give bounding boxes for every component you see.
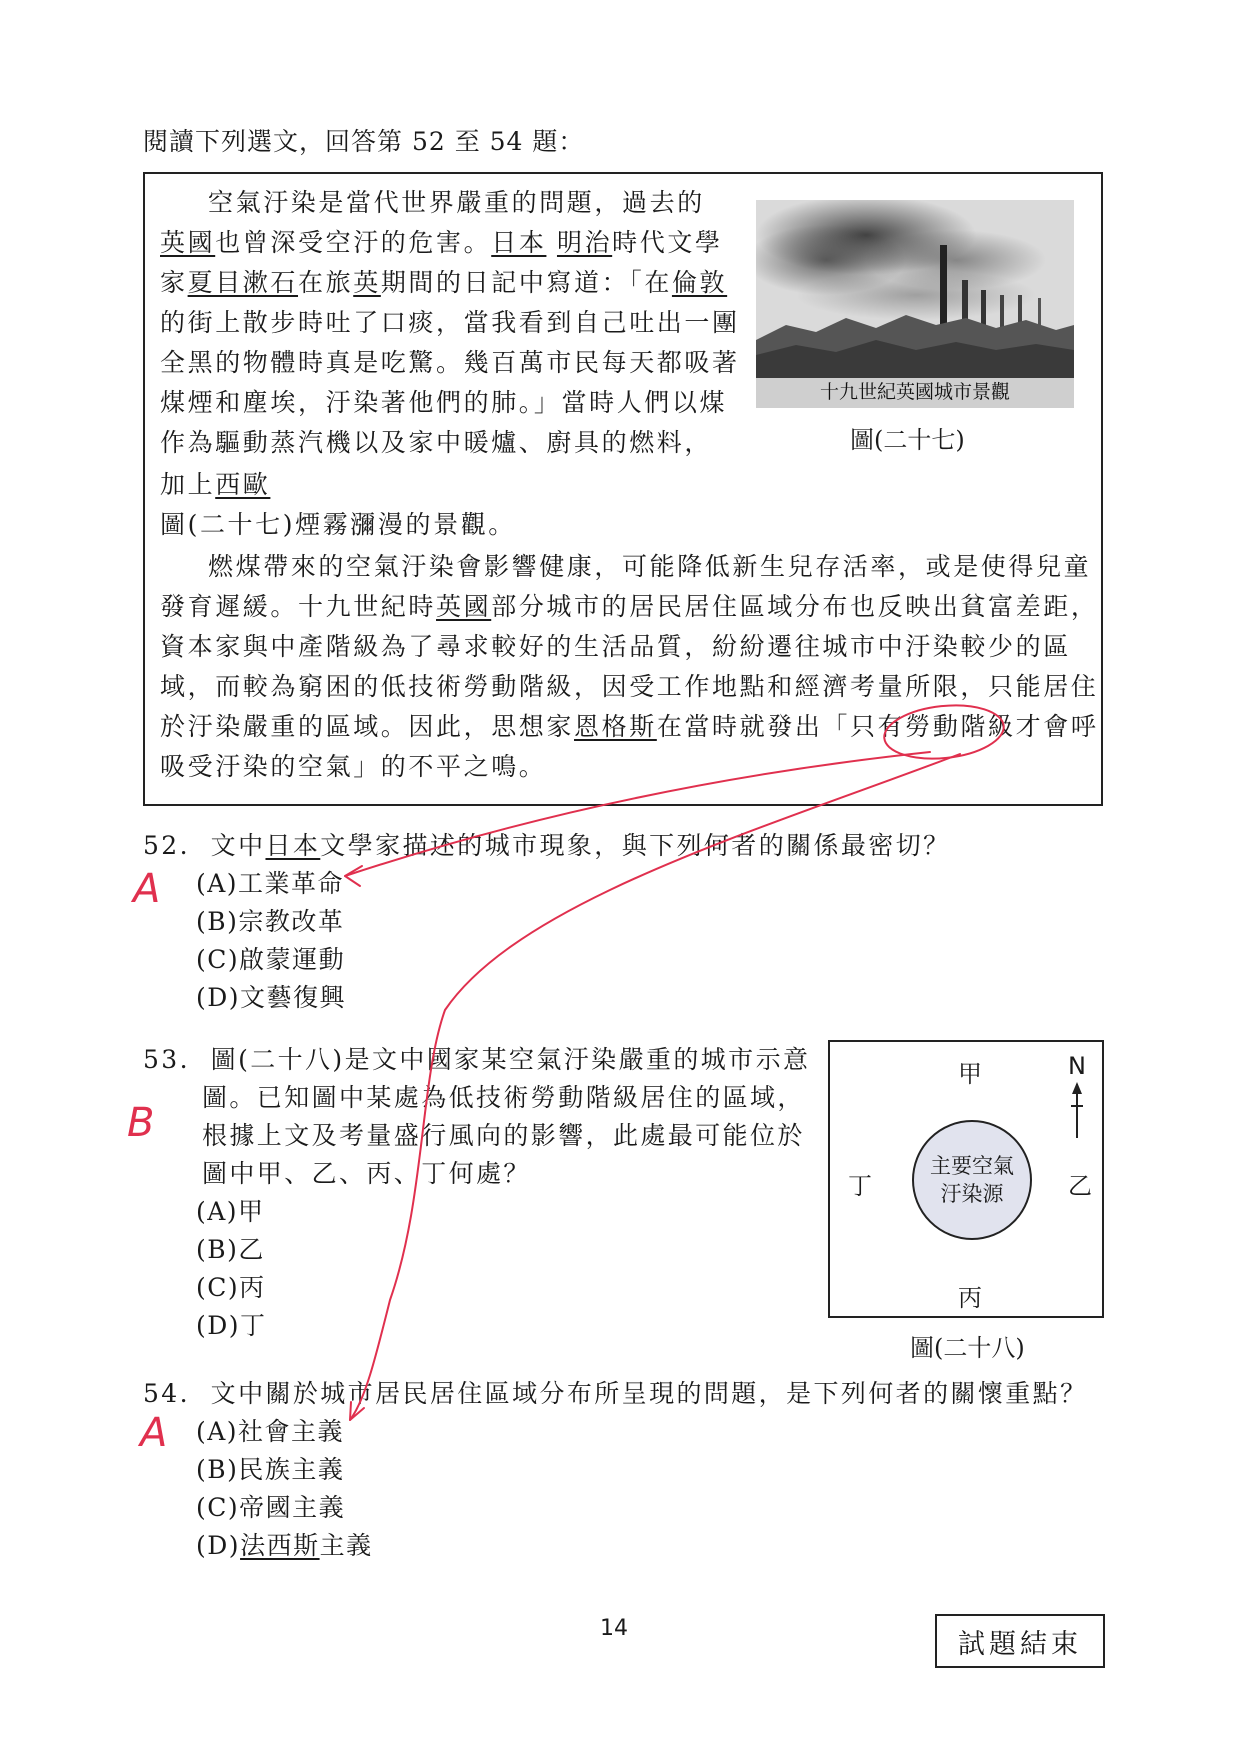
map-label-jia: 甲 xyxy=(958,1060,982,1088)
map-label-bing: 丙 xyxy=(958,1284,982,1312)
term-ying: 英 xyxy=(353,268,381,297)
q54-handwritten-answer: A xyxy=(140,1410,168,1456)
q52-option-b[interactable]: (B)宗教改革 xyxy=(196,907,345,936)
passage-line-13: 域，而較為窮困的低技術勞動階級，因受工作地點和經濟考量所限，只能居住 xyxy=(160,672,1099,701)
q53-stem-line-4: 圖中甲、乙、丙、丁何處？ xyxy=(202,1159,531,1188)
q53-option-b[interactable]: (B)乙 xyxy=(196,1235,265,1264)
end-of-exam-box: 試題結束 xyxy=(935,1614,1105,1668)
term-meiji: 明治 xyxy=(556,228,613,257)
q52-handwritten-answer: A xyxy=(133,866,161,912)
q53-stem-line-2: 圖。已知圖中某處為低技術勞動階級居住的區域， xyxy=(202,1083,805,1112)
map-label-ding: 丁 xyxy=(848,1172,872,1200)
q53-number: 53. xyxy=(143,1045,190,1074)
q54-option-d[interactable]: (D)法西斯主義 xyxy=(196,1531,373,1560)
q54-stem: 54. 文中關於城市居民居住區域分布所呈現的問題，是下列何者的關懷重點？ xyxy=(143,1379,1088,1408)
passage-line-9: 圖(二十七)煙霧瀰漫的景觀。 xyxy=(160,510,516,539)
term-japan: 日本 xyxy=(491,228,547,257)
passage-intro: 閱讀下列選文，回答第 52 至 54 題： xyxy=(143,127,585,156)
passage-line-3: 家夏目漱石在旅英期間的日記中寫道：「在倫敦 xyxy=(160,268,728,297)
north-arrow-icon xyxy=(1062,1080,1092,1140)
passage-line-7: 作為驅動蒸汽機以及家中暖爐、廚具的燃料， xyxy=(160,428,713,457)
north-arrow xyxy=(1062,1052,1092,1144)
term-britain-2: 英國 xyxy=(436,592,492,621)
passage-line-4: 的街上散步時吐了口痰，當我看到自己吐出一團 xyxy=(160,308,740,337)
q52-option-a[interactable]: (A)工業革命 xyxy=(196,869,345,898)
pollution-source-label-2: 汙染源 xyxy=(940,1182,1004,1206)
q53-handwritten-answer: B xyxy=(127,1100,155,1146)
q52-number: 52. xyxy=(143,831,190,860)
q53-stem-line-3: 根據上文及考量盛行風向的影響，此處最可能位於 xyxy=(202,1121,805,1150)
figure27-photo xyxy=(756,200,1074,408)
figure27-caption: 圖(二十七) xyxy=(850,426,965,454)
term-west-europe: 西歐 xyxy=(215,470,271,499)
passage-line-1: 空氣汙染是當代世界嚴重的問題，過去的 xyxy=(208,188,705,217)
term-london: 倫敦 xyxy=(671,268,728,297)
q53-option-d[interactable]: (D)丁 xyxy=(196,1311,267,1340)
map-label-yi: 乙 xyxy=(1068,1172,1092,1200)
q54-option-a[interactable]: (A)社會主義 xyxy=(196,1417,345,1446)
q53-option-a[interactable]: (A)甲 xyxy=(196,1197,265,1226)
q54-option-b[interactable]: (B)民族主義 xyxy=(196,1455,345,1484)
page-number: 14 xyxy=(600,1616,628,1641)
passage-line-12: 資本家與中產階級為了尋求較好的生活品質，紛紛遷往城市中汙染較少的區 xyxy=(160,632,1071,661)
main-pollution-source xyxy=(912,1120,1032,1240)
q52-option-c[interactable]: (C)啟蒙運動 xyxy=(196,945,346,974)
q53-stem-line-1: 53. 圖(二十八)是文中國家某空氣汙染嚴重的城市示意 xyxy=(143,1045,811,1074)
q54-option-c[interactable]: (C)帝國主義 xyxy=(196,1493,346,1522)
q54-number: 54. xyxy=(143,1379,190,1408)
passage-line-10: 燃煤帶來的空氣汙染會影響健康，可能降低新生兒存活率，或是使得兒童 xyxy=(208,552,1092,581)
figure28-city-map xyxy=(828,1040,1104,1318)
north-label: N xyxy=(1068,1052,1086,1080)
figure27-photo-caption: 十九世紀英國城市景觀 xyxy=(819,381,1010,403)
q53-option-c[interactable]: (C)丙 xyxy=(196,1273,266,1302)
passage-line-15: 吸受汙染的空氣」的不平之鳴。 xyxy=(160,752,547,781)
passage-line-11: 發育遲緩。十九世紀時英國部分城市的居民居住區域分布也反映出貧富差距， xyxy=(160,592,1099,621)
q52-option-d[interactable]: (D)文藝復興 xyxy=(196,983,347,1012)
passage-line-5: 全黑的物體時真是吃驚。幾百萬市民每天都吸著 xyxy=(160,348,740,377)
term-fascism: 法西斯 xyxy=(240,1531,320,1560)
passage-line-8: 加上西歐 xyxy=(160,470,271,499)
pollution-source-label-1: 主要空氣 xyxy=(930,1154,1014,1178)
passage-line-14: 於汙染嚴重的區域。因此，思想家恩格斯在當時就發出「只有勞動階級才會呼 xyxy=(160,712,1099,741)
term-japan-q52: 日本 xyxy=(265,831,321,860)
figure28-caption: 圖(二十八) xyxy=(910,1334,1025,1362)
term-engels: 恩格斯 xyxy=(574,712,657,741)
q52-stem: 52. 文中日本文學家描述的城市現象，與下列何者的關係最密切？ xyxy=(143,831,951,860)
passage-line-6: 煤煙和塵埃，汙染著他們的肺。」當時人們以煤 xyxy=(160,388,728,417)
passage-line-2: 英國也曾深受空汙的危害。日本 明治時代文學 xyxy=(160,228,723,257)
term-natsume: 夏目漱石 xyxy=(187,268,299,297)
term-britain: 英國 xyxy=(160,228,216,257)
